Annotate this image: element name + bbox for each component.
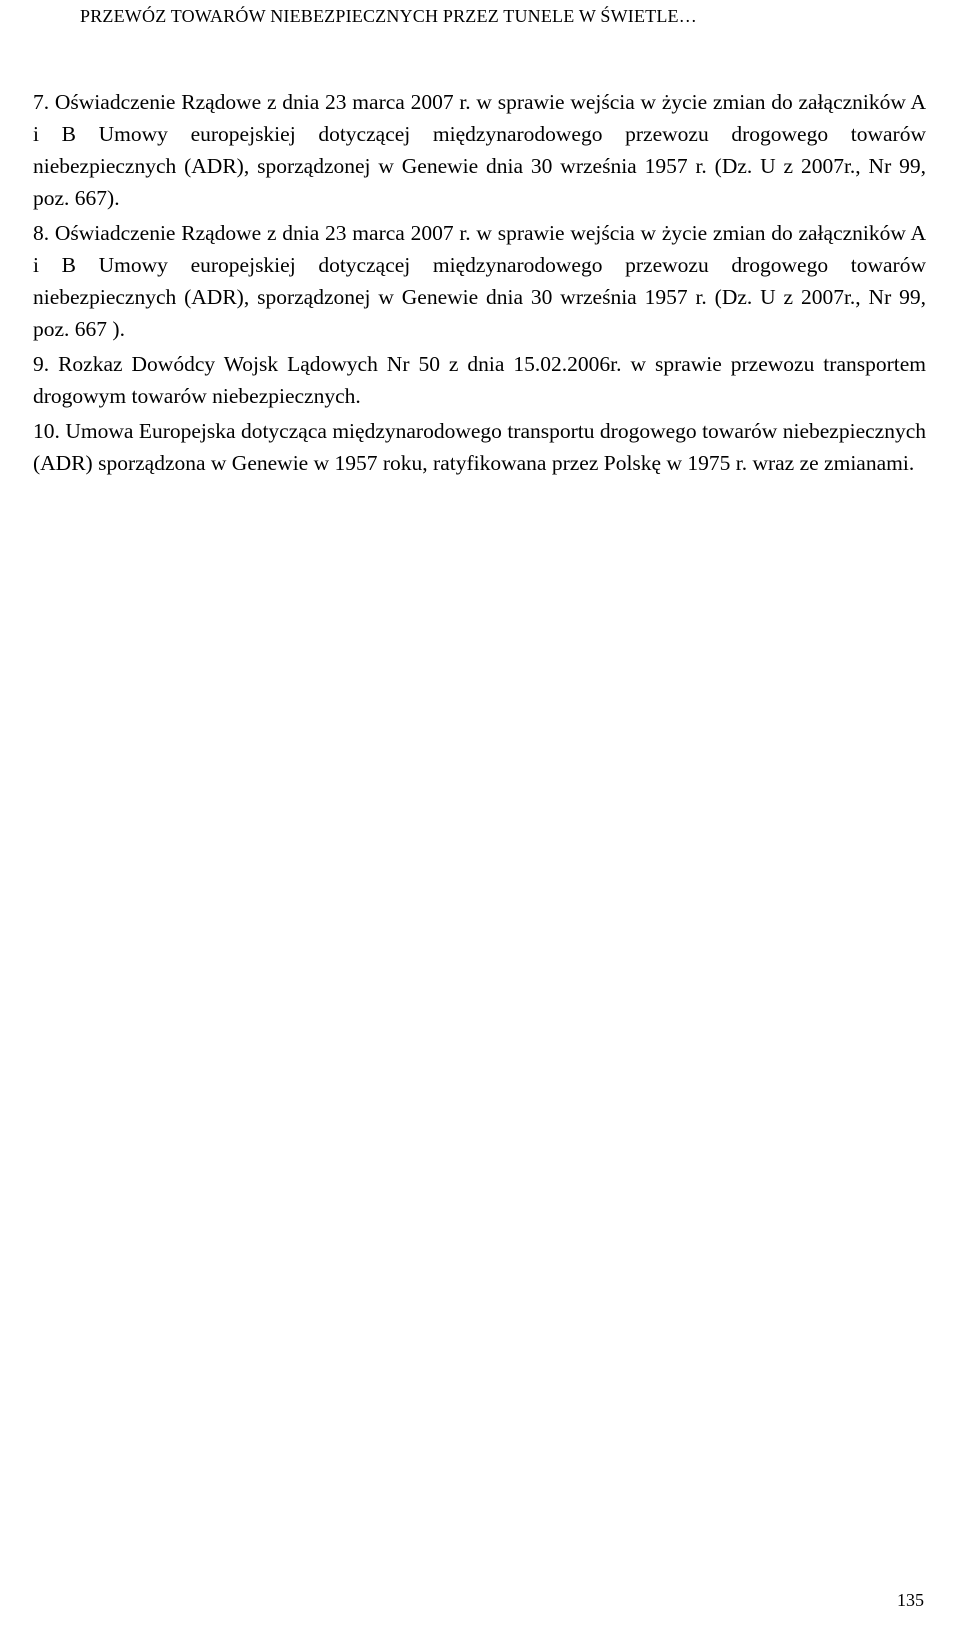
reference-list bbox=[33, 86, 926, 482]
reference-number: 7. bbox=[33, 90, 50, 114]
reference-item bbox=[33, 86, 926, 214]
reference-item bbox=[33, 217, 926, 345]
reference-text: Oświadczenie Rządowe z dnia 23 marca 2007 r. w sprawie wejścia w życie zmian do załączników A i B Umowy europejskiej dotyczącej międzynarodowego przewozu drogowego towarów niebezpiecznych (ADR), sporządzonej w Genewie dnia 30 września 1957 r. (Dz. U z 2007r., Nr 99, poz. 667). bbox=[33, 90, 927, 210]
reference-text: Umowa Europejska dotycząca międzynarodowego transportu drogowego towarów niebezpiecznych (ADR) sporządzona w Genewie w 1957 roku, ratyfikowana przez Polskę w 1975 r. wraz ze zmianami. bbox=[33, 419, 926, 475]
reference-text: Oświadczenie Rządowe z dnia 23 marca 2007 r. w sprawie wejścia w życie zmian do załączników A i B Umowy europejskiej dotyczącej międzynarodowego przewozu drogowego towarów niebezpiecznych (ADR), sporządzonej w Genewie dnia 30 września 1957 r. (Dz. U z 2007r., Nr 99, poz. 667 ). bbox=[33, 221, 927, 341]
reference-number: 9. bbox=[33, 352, 50, 376]
reference-number: 8. bbox=[33, 221, 50, 245]
reference-item bbox=[33, 415, 926, 479]
page-number: 135 bbox=[897, 1590, 924, 1610]
reference-text: Rozkaz Dowódcy Wojsk Lądowych Nr 50 z dnia 15.02.2006r. w sprawie przewozu transportem drogowym towarów niebezpiecznych. bbox=[33, 352, 926, 408]
reference-number: 10. bbox=[33, 419, 60, 443]
running-header: PRZEWÓZ TOWARÓW NIEBEZPIECZNYCH PRZEZ TUNELE W ŚWIETLE… bbox=[80, 6, 697, 26]
reference-item bbox=[33, 348, 926, 412]
